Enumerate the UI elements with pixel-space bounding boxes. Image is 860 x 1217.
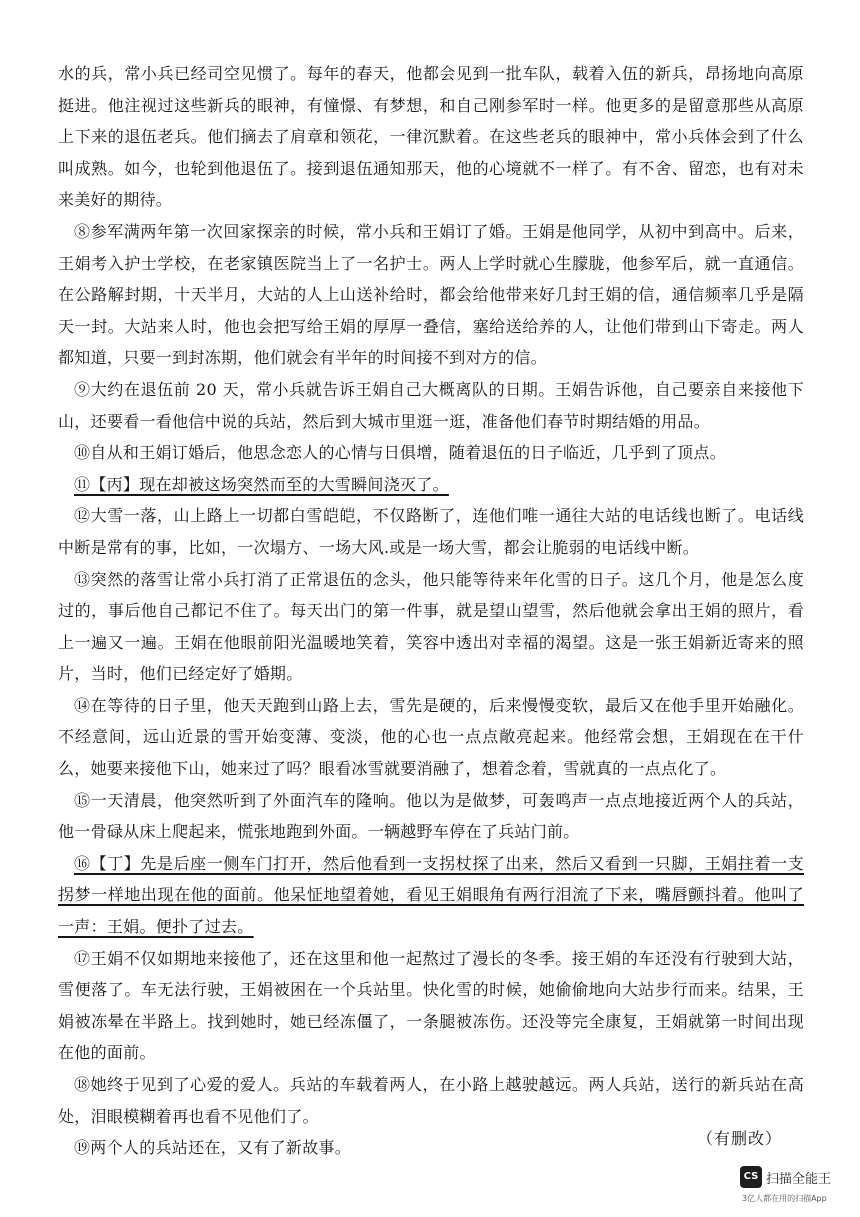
scanner-watermark [740, 1166, 850, 1208]
paragraph-16-underlined [58, 848, 804, 943]
paragraph-17: ⑰王娟不仅如期地来接他了，还在这里和他一起熬过了漫长的冬季。接王娟的车还没有行驶到大站，雪便落了。车无法行驶，王娟被困在一个兵站里。快化雪的时候，她偷偷地向大站步行而来。结果，王娟被冻晕在半路上。找到她时，她已经冻僵了，一条腿被冻伤。还没等完全康复，王娟就第一时间出现在他的面前。 [58, 948, 804, 1063]
article-body [58, 58, 804, 1164]
paragraph-13: ⑬突然的落雪让常小兵打消了正常退伍的念头，他只能等待来年化雪的日子。这几个月，他是怎么度过的，事后他自己都记不住了。每天出门的第一件事，就是望山望雪，然后他就会拿出王娟的照片，看上一遍又一遍。王娟在他眼前阳光温暖地笑着，笑容中透出对幸福的渴望。这是一张王娟新近寄来的照片，当时，他们已经定好了婚期。 [58, 569, 804, 684]
paragraph-18: ⑱她终于见到了心爱的爱人。兵站的车载着两人，在小路上越驶越远。两人兵站，送行的新兵站在高处，泪眼模糊着再也看不见他们了。 [58, 1075, 804, 1126]
paragraph-12: ⑫大雪一落，山上路上一切都白雪皑皑，不仅路断了，连他们唯一通往大站的电话线也断了。电话线中断是常有的事，比如，一次塌方、一场大风.或是一场大雪，都会让脆弱的电话线中断。 [58, 506, 804, 557]
paragraph-7-continued: 水的兵，常小兵已经司空见惯了。每年的春天，他都会见到一批车队，载着入伍的新兵，昂扬地向高原挺进。他注视过这些新兵的眼神，有憧憬、有梦想，和自己刚参军时一样。他更多的是留意那些从高原上下来的退伍老兵。他们摘去了肩章和领花，一律沉默着。在这些老兵的眼神中，常小兵体会到了什么叫成熟。如今，也轮到他退伍了。接到退伍通知那天，他的心境就不一样了。有不舍、留恋，也有对未来美好的期待。 [58, 64, 804, 210]
paragraph-15: ⑮一天清晨，他突然听到了外面汽车的隆响。他以为是做梦，可轰鸣声一点点地接近两个人的兵站，他一骨碌从床上爬起来，慌张地跑到外面。一辆越野车停在了兵站门前。 [58, 790, 804, 842]
paragraph-9: ⑨大约在退伍前 20 天，常小兵就告诉王娟自己大概离队的日期。王娟告诉他，自己要亲自来接他下山，还要看一看他信中说的兵站，然后到大城市里逛一逛，准备他们春节时期结婚的用品。 [58, 379, 804, 431]
paragraph-11-underlined [58, 469, 804, 501]
paragraph-8: ⑧参军满两年第一次回家探亲的时候，常小兵和王娟订了婚。王娟是他同学，从初中到高中。后来，王娟考入护士学校，在老家镇医院当上了一名护士。两人上学时就心生朦胧，他参军后，就一直通信。在公路解封期，十天半月，大站的人上山送补给时，都会给他带来好几封王娟的信，通信频率几乎是隔天一封。大站来人时，他也会把写给王娟的厚厚一叠信，塞给送给养的人，让他们带到山下寄走。两人都知道，只要一到封冻期，他们就会有半年的时间接不到对方的信。 [58, 221, 804, 368]
paragraph-19: ⑲两个人的兵站还在，又有了新故事。 [74, 1138, 352, 1158]
watermark-app-name: 扫描全能王 [766, 1172, 832, 1187]
paragraph-14: ⑭在等待的日子里，他天天跑到山路上去，雪先是硬的，后来慢慢变软，最后又在他手里开始融化。不经意间，远山近景的雪开始变薄、变淡，他的心也一点点敞亮起来。他经常会想，王娟现在在干什么，她要来接他下山，她来过了吗？眼看冰雪就要消融了，想着念着，雪就真的一点点化了。 [58, 695, 804, 779]
paragraph-10: ⑩自从和王娟订婚后，他思念恋人的心情与日俱增，随着退伍的日子临近，几乎到了顶点。 [74, 443, 727, 463]
camscanner-logo-icon: CS [740, 1166, 762, 1188]
paragraph-16-text: ⑯【丁】先是后座一侧车门打开，然后他看到一支拐杖探了出来，然后又看到一只脚，王娟拄着一支拐梦一样地出现在他的面前。他呆怔地望着她，看见王娟眼角有两行泪流了下来，嘴唇颤抖着。他叫了一声：王娟。便扑了过去。 [58, 853, 804, 937]
paragraph-11-text: ⑪【丙】现在却被这场突然而至的大雪瞬间浇灭了。 [74, 474, 449, 494]
source-note: （有删改） [696, 1129, 782, 1148]
watermark-tagline: 3亿人都在用的扫描App [742, 1194, 827, 1203]
